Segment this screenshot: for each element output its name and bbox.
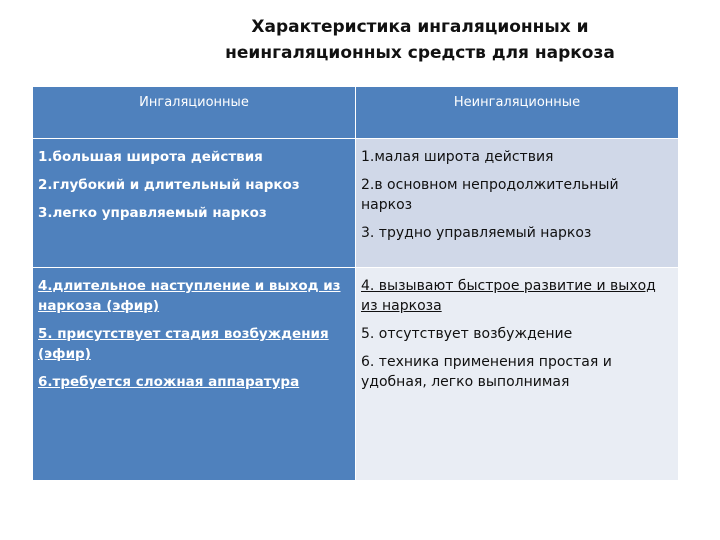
slide-title [150, 14, 690, 66]
list-item: 5. отсутствует возбуждение [361, 326, 573, 342]
comparison-table [32, 86, 679, 481]
slide-title-line-1: Характеристика ингаляционных и [251, 17, 589, 37]
cell-inhalational-features [33, 268, 356, 481]
list-item: 4.длительное наступление и выход из наркоза (эфир) [38, 278, 341, 314]
slide-title-line-2: неингаляционных средств для наркоза [225, 43, 615, 63]
table-row [33, 139, 679, 268]
list-item: 3.легко управляемый наркоз [38, 205, 267, 221]
list-item: 6. техника применения простая и удобная, легко выполнимая [361, 354, 612, 390]
list-item: 3. трудно управляемый наркоз [361, 225, 592, 241]
list-item: 5. присутствует стадия возбуждения (эфир) [38, 326, 329, 362]
list-item: 6.требуется сложная аппаратура [38, 374, 300, 390]
cell-non-inhalational-properties [356, 139, 679, 268]
table-row [33, 268, 679, 481]
header-inhalational: Ингаляционные [33, 87, 356, 139]
list-item: 2.глубокий и длительный наркоз [38, 177, 300, 193]
cell-inhalational-properties [33, 139, 356, 268]
list-item: 1.большая широта действия [38, 149, 263, 165]
list-item: 4. вызывают быстрое развитие и выход из наркоза [361, 278, 656, 314]
table-header-row [33, 87, 679, 139]
list-item: 1.малая широта действия [361, 149, 554, 165]
header-non-inhalational: Неингаляционные [356, 87, 679, 139]
cell-non-inhalational-features [356, 268, 679, 481]
list-item: 2.в основном непродолжительный наркоз [361, 177, 619, 213]
